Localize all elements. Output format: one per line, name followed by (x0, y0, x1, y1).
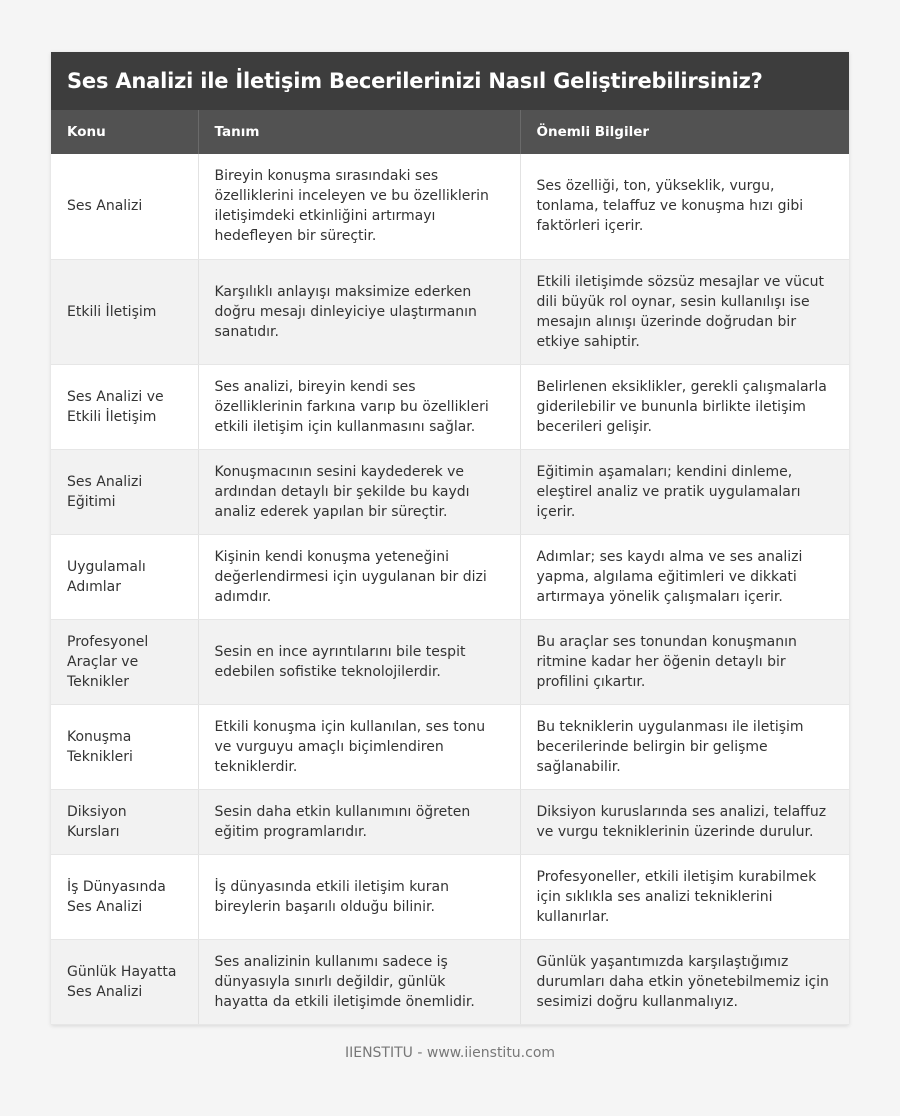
cell-konu: Ses Analizi (51, 154, 198, 259)
cell-konu: Profesyonel Araçlar ve Teknikler (51, 619, 198, 704)
title-bar (51, 52, 849, 110)
cell-bilgi: Bu tekniklerin uygulanması ile iletişim becerilerinde belirgin bir gelişme sağlanabilir. (520, 704, 849, 789)
cell-konu: Konuşma Teknikleri (51, 704, 198, 789)
cell-bilgi: Eğitimin aşamaları; kendini dinleme, eleştirel analiz ve pratik uygulamaları içerir. (520, 449, 849, 534)
cell-konu: Uygulamalı Adımlar (51, 534, 198, 619)
table-row (51, 854, 849, 939)
cell-bilgi: Günlük yaşantımızda karşılaştığımız durumları daha etkin yönetebilmemiz için sesimizi doğru kullanmalıyız. (520, 939, 849, 1024)
table-row (51, 534, 849, 619)
table-row (51, 364, 849, 449)
cell-tanim: Ses analizi, bireyin kendi ses özelliklerinin farkına varıp bu özellikleri etkili iletişim için kullanmasını sağlar. (198, 364, 520, 449)
cell-tanim: Bireyin konuşma sırasındaki ses özelliklerini inceleyen ve bu özelliklerin iletişimdeki etkinliğini artırmayı hedefleyen bir süreçtir. (198, 154, 520, 259)
cell-tanim: Kişinin kendi konuşma yeteneğini değerlendirmesi için uygulanan bir dizi adımdır. (198, 534, 520, 619)
cell-bilgi: Ses özelliği, ton, yükseklik, vurgu, tonlama, telaffuz ve konuşma hızı gibi faktörleri içerir. (520, 154, 849, 259)
cell-tanim: Sesin daha etkin kullanımını öğreten eğitim programlarıdır. (198, 789, 520, 854)
cell-konu: Ses Analizi ve Etkili İletişim (51, 364, 198, 449)
cell-bilgi: Adımlar; ses kaydı alma ve ses analizi yapma, algılama eğitimleri ve dikkati artırmaya yönelik çalışmaları içerir. (520, 534, 849, 619)
cell-konu: Günlük Hayatta Ses Analizi (51, 939, 198, 1024)
cell-bilgi: Belirlenen eksiklikler, gerekli çalışmalarla giderilebilir ve bununla birlikte iletişim becerileri gelişir. (520, 364, 849, 449)
cell-tanim: Konuşmacının sesini kaydederek ve ardından detaylı bir şekilde bu kaydı analiz ederek yapılan bir süreçtir. (198, 449, 520, 534)
cell-bilgi: Bu araçlar ses tonundan konuşmanın ritmine kadar her öğenin detaylı bir profilini çıkartır. (520, 619, 849, 704)
cell-tanim: Etkili konuşma için kullanılan, ses tonu ve vurguyu amaçlı biçimlendiren tekniklerdir. (198, 704, 520, 789)
column-header-bilgi: Önemli Bilgiler (520, 110, 849, 154)
table-row (51, 704, 849, 789)
cell-bilgi: Etkili iletişimde sözsüz mesajlar ve vücut dili büyük rol oynar, sesin kullanılışı ise mesajın alınışı üzerinde doğrudan bir etkiye sahiptir. (520, 259, 849, 364)
cell-konu: İş Dünyasında Ses Analizi (51, 854, 198, 939)
table-row (51, 619, 849, 704)
table-row (51, 154, 849, 259)
cell-tanim: Ses analizinin kullanımı sadece iş dünyasıyla sınırlı değildir, günlük hayatta da etkili iletişimde önemlidir. (198, 939, 520, 1024)
cell-tanim: Karşılıklı anlayışı maksimize ederken doğru mesajı dinleyiciye ulaştırmanın sanatıdır. (198, 259, 520, 364)
table-row (51, 939, 849, 1024)
table-row (51, 259, 849, 364)
table-header-row (51, 110, 849, 154)
cell-bilgi: Profesyoneller, etkili iletişim kurabilmek için sıklıkla ses analizi tekniklerini kullanırlar. (520, 854, 849, 939)
table-row (51, 789, 849, 854)
cell-bilgi: Diksiyon kuruslarında ses analizi, telaffuz ve vurgu tekniklerinin üzerinde durulur. (520, 789, 849, 854)
cell-tanim: Sesin en ince ayrıntılarını bile tespit edebilen sofistike teknolojilerdir. (198, 619, 520, 704)
column-header-tanim: Tanım (198, 110, 520, 154)
column-header-konu: Konu (51, 110, 198, 154)
cell-konu: Diksiyon Kursları (51, 789, 198, 854)
cell-tanim: İş dünyasında etkili iletişim kuran bireylerin başarılı olduğu bilinir. (198, 854, 520, 939)
cell-konu: Ses Analizi Eğitimi (51, 449, 198, 534)
page-title: Ses Analizi ile İletişim Becerilerinizi Nasıl Geliştirebilirsiniz? (67, 69, 763, 93)
table-row (51, 449, 849, 534)
table-card (51, 52, 849, 1025)
footer-credit: IIENSTITU - www.iienstitu.com (344, 1045, 556, 1061)
info-table (51, 110, 849, 1025)
cell-konu: Etkili İletişim (51, 259, 198, 364)
